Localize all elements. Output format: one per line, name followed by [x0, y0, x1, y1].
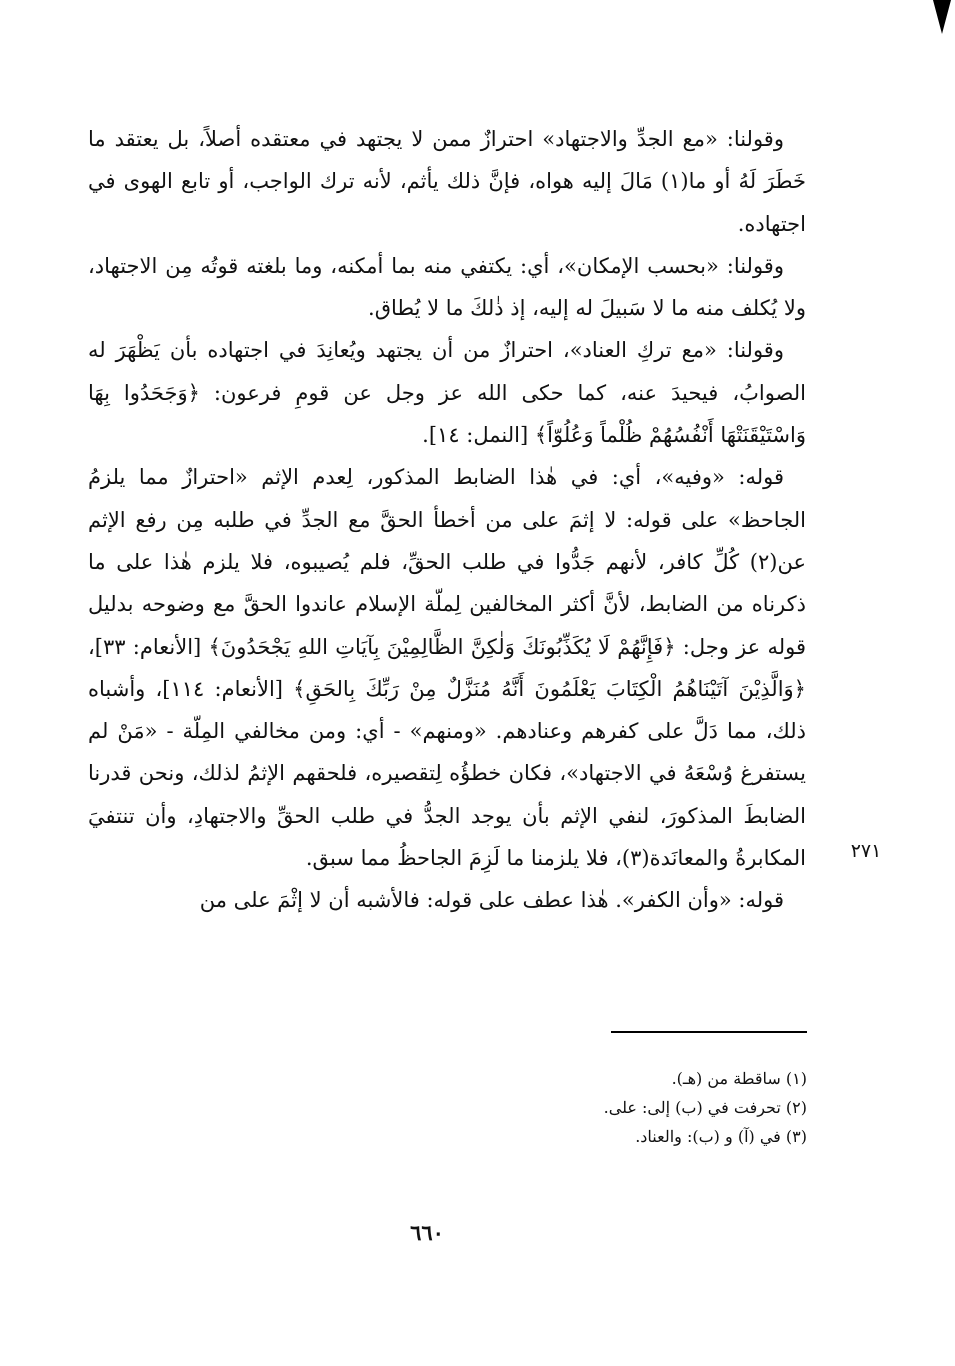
paragraph: قوله: «وأن الكفر». هٰذا عطف على قوله: فالأشبه أن لا إثْمَ على من [199, 888, 784, 913]
paragraph: وقولنا: «مع الجدِّ والاجتهاد» احترازٌ ممن لا يجتهد في معتقده أصلاً، بل يعتقد ما خَطَرَ لَهُ أو ما(١) مَالَ إليه هواه، فإنَّ ذلك يأثم، لأنه ترك الواجب، أو تابع الهوى في اجتهاده. [88, 127, 806, 236]
footnote-divider [611, 1031, 807, 1033]
page-number: ٦٦٠ [410, 1220, 444, 1245]
main-text [88, 118, 806, 922]
footnotes [400, 1064, 807, 1151]
paragraph: وقولنا: «بحسب الإمكان»، أي: يكتفي منه بما أمكنه، وما بلغته قوتُه مِن الاجتهاد، ولا يُكلف منه ما لا سَبيلَ له إليه، إذ ذٰلكَ ما لا يُطاق. [88, 253, 806, 321]
paragraph: وقولنا: «مع تركِ العناد»، احترازٌ من أن يجتهد ويُعانِدَ في اجتهاده بأن يَظْهَرَ له الصوابُ، فيحيدَ عنه، كما حكى الله عز وجل عن قومِ فرعون: ﴿وَجَحَدُوا بِهَا وَاسْتَيْقَنَتْهَا أَنْفُسُهُمْ ظُلْماً وَعُلُوّاً﴾ [النمل: ١٤]. [88, 338, 806, 448]
footnote: (٣) في (آ) و (ب): والعناد. [635, 1127, 807, 1146]
paragraph: قوله: «وفيه»، أي: في هٰذا الضابط المذكور، لِعدم الإثم «احترازٌ مما يلزمُ الجاحظ» على قوله: لا إثمَ على من أخطأ الحقَّ مع الجدِّ في طلبه مِن رفع الإثم عن(٢) كُلِّ كافر، لأنهم جَدُّوا في طلب الحقِّ، فلم يُصيبوه، فلا يلزم هٰذا على ما ذكرناه من الضابط، لأنَّ أكثر المخالفين لِملّة الإسلام عاندوا الحقَّ مع وضوحه بدليل قوله عز وجل: ﴿فَإِنَّهُمْ لَا يُكَذِّبُونَكَ وَلٰكِنَّ الظَّالِمِيْنَ بِآيَاتِ اللهِ يَجْحَدُونَ﴾ [الأنعام: ٣٣]، ﴿وَالَّذِيْنَ آتَيْنَاهُمُ الْكِتَابَ يَعْلَمُونَ أَنَّهُ مُنَزَّلٌ مِنْ رَبِّكَ بِالحَقِ﴾ [الأنعام: ١١٤]، وأشباه ذلك، مما دَلَّ على كفرهم وعنادهم. «ومنهم» - أي: ومن مخالفي المِلّة - «مَنْ لم يستفرغ وُسْعَهُ في الاجتهاد»، فكان خطؤُه لِتقصيره، فلحقهم الإثمُ لذلك، ونحن قدرنا الضابطَ المذكورَ، لنفي الإثم بأن يوجد الجدُّ في طلب الحقِّ والاجتهادِ، وأن تنتفيَ المكابرةُ والمعانَدة(٣)، فلا يلزمنا ما لَزِمَ الجاحظُ مما سبق. [88, 465, 806, 871]
footnote: (١) ساقطة من (هـ). [671, 1069, 807, 1088]
page-corner-mark [933, 0, 951, 34]
margin-reference-number: ٢٧١ [850, 840, 882, 862]
footnote: (٢) تحرفت في (ب) إلى: على. [603, 1098, 807, 1117]
